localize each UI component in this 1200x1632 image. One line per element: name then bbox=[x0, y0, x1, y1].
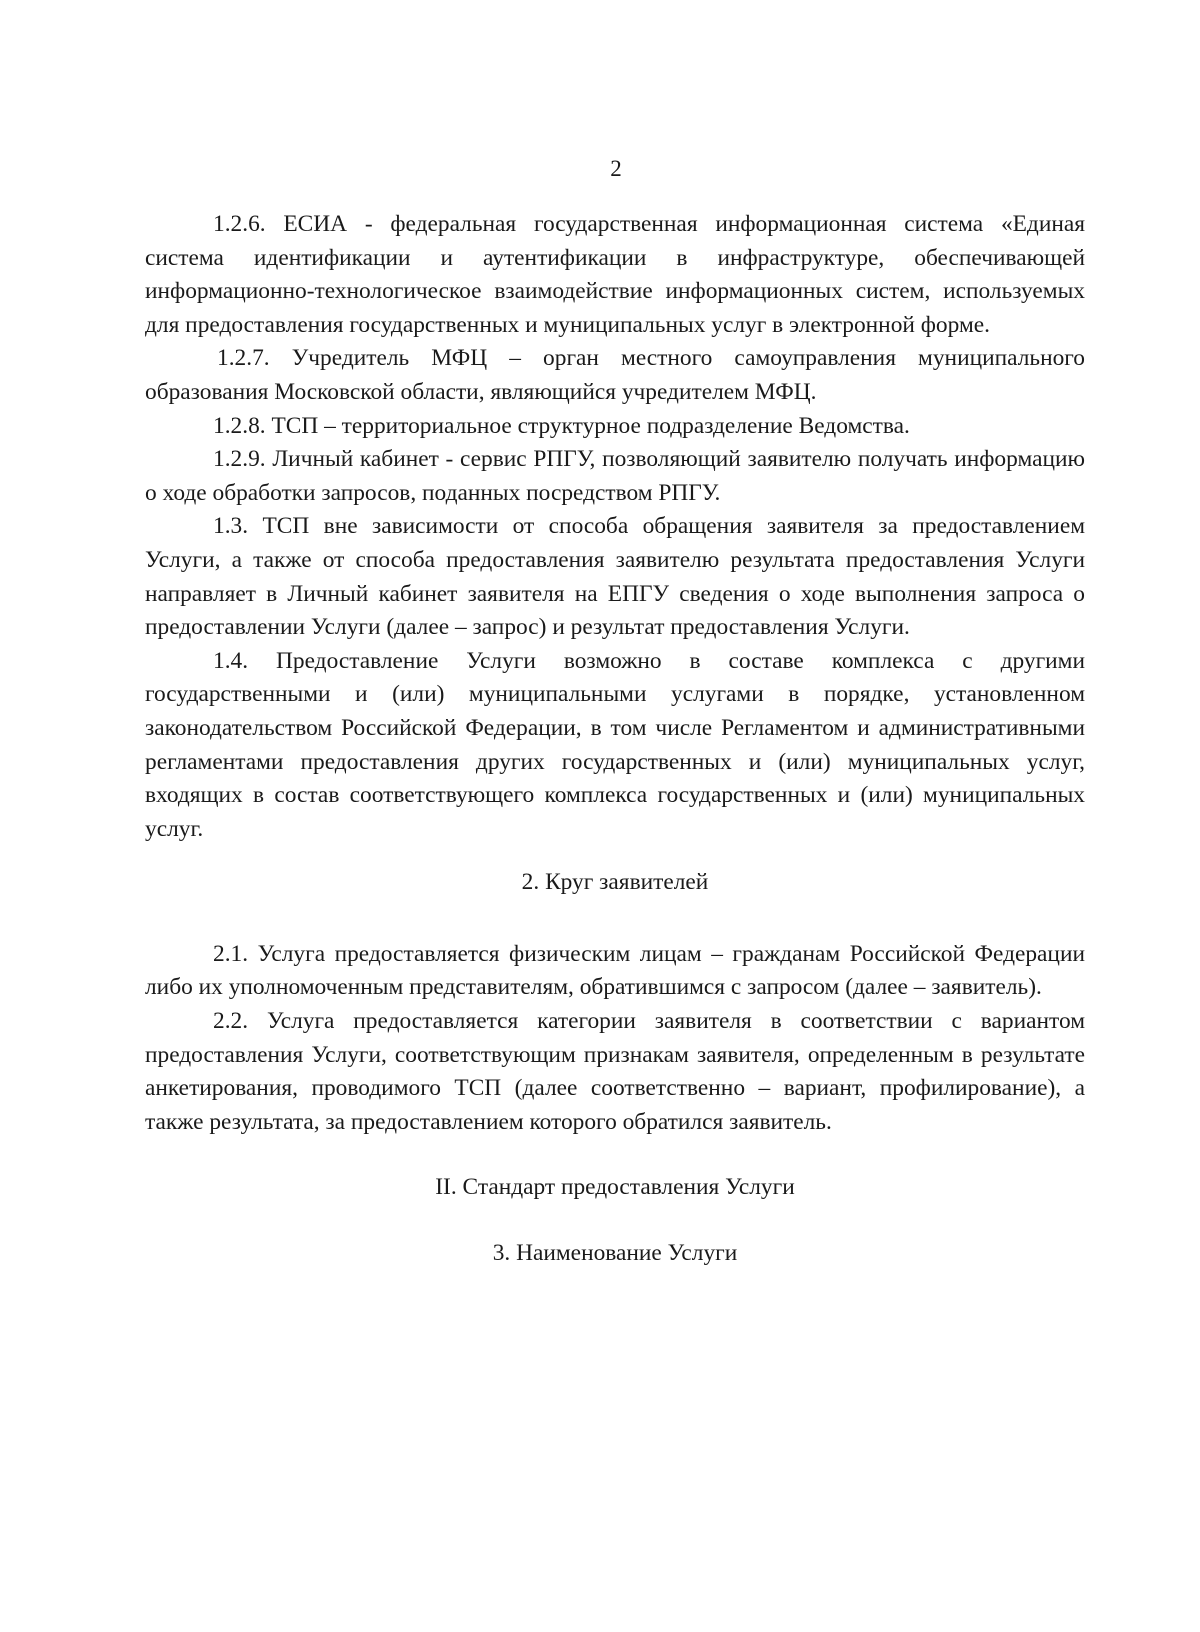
paragraph-1-2-7: 1.2.7. Учредитель МФЦ – орган местного самоуправления муниципального образования Московской области, являющийся учредителем МФЦ. bbox=[145, 345, 1085, 405]
paragraph-1-2-6: 1.2.6. ЕСИА - федеральная государственная информационная система «Единая система идентификации и аутентификации в инфраструктуре, обеспечивающей информационно-технологическое взаимодействие информационных систем, используемых для предоставления государственных и муниципальных услуг в электронной форме. bbox=[145, 211, 1085, 338]
paragraph-2-2: 2.2. Услуга предоставляется категории заявителя в соответствии с вариантом предоставления Услуги, соответствующим признакам заявителя, определенным в результате анкетирования, проводимого ТСП (далее соответственно – вариант, профилирование), а также результата, за предоставлением которого обратился заявитель. bbox=[145, 1008, 1085, 1135]
paragraph-2-1: 2.1. Услуга предоставляется физическим лицам – гражданам Российской Федерации либо их уполномоченным представителям, обратившимся с запросом (далее – заявитель). bbox=[145, 940, 1085, 1001]
page-number: 2 bbox=[610, 156, 622, 181]
paragraph-1-2-8: 1.2.8. ТСП – территориальное структурное подразделение Ведомства. bbox=[213, 412, 910, 439]
paragraph-1-4: 1.4. Предоставление Услуги возможно в составе комплекса с другими государственными и (или) муниципальными услугами в порядке, установленном законодательством Российской Федерации, в том числе Регламентом и административными регламентами предоставления других государственных и (или) муниципальных услуг, входящих в состав соответствующего комплекса государственных и (или) муниципальных услуг. bbox=[145, 647, 1085, 842]
document-body bbox=[145, 208, 1085, 1271]
part-2-heading: II. Стандарт предоставления Услуги bbox=[435, 1174, 795, 1201]
paragraph-1-2-9: 1.2.9. Личный кабинет - сервис РПГУ, позволяющий заявителю получать информацию о ходе обработки запросов, поданных посредством РПГУ. bbox=[145, 446, 1085, 506]
section-2-heading: 2. Круг заявителей bbox=[521, 869, 709, 896]
paragraph-1-3: 1.3. ТСП вне зависимости от способа обращения заявителя за предоставлением Услуги, а также от способа предоставления заявителю результата предоставления Услуги направляет в Личный кабинет заявителя на ЕПГУ сведения о ходе выполнения запроса о предоставлении Услуги (далее – запрос) и результат предоставления Услуги. bbox=[145, 513, 1085, 641]
section-3-heading: 3. Наименование Услуги bbox=[492, 1240, 738, 1267]
